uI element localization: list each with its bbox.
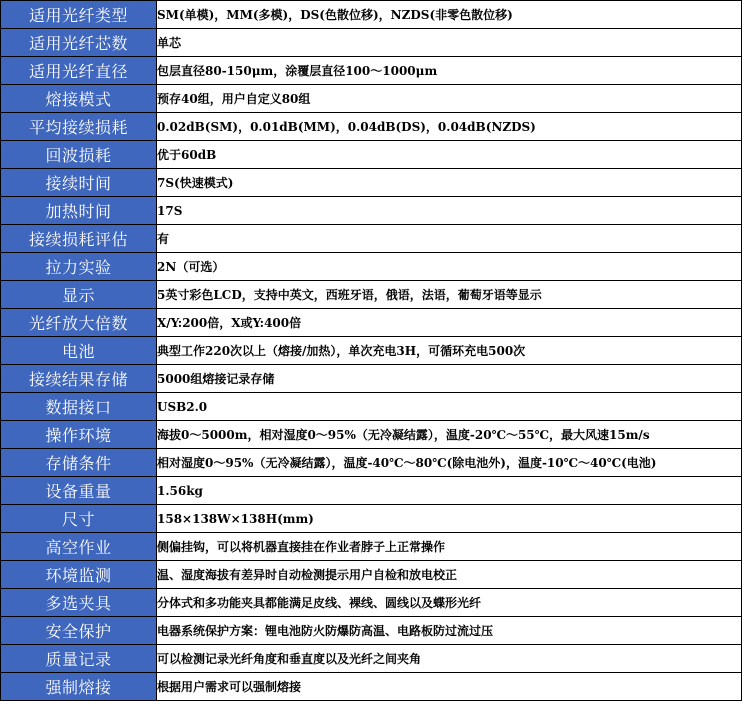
spec-value: 相对湿度0～95%（无冷凝结露），温度-40℃～80℃(除电池外)，温度-10℃～40℃(电池) — [157, 449, 742, 477]
spec-value: USB2.0 — [157, 393, 742, 421]
spec-table-body — [1, 1, 742, 701]
spec-row — [1, 561, 742, 589]
spec-row — [1, 673, 742, 701]
spec-row — [1, 365, 742, 393]
spec-label: 高空作业 — [1, 533, 157, 561]
spec-row — [1, 169, 742, 197]
spec-row — [1, 533, 742, 561]
spec-value: 分体式和多功能夹具都能满足皮线、裸线、圆线以及蝶形光纤 — [157, 589, 742, 617]
spec-row — [1, 477, 742, 505]
spec-label: 接续时间 — [1, 169, 157, 197]
spec-row — [1, 29, 742, 57]
spec-label: 多选夹具 — [1, 589, 157, 617]
spec-row — [1, 645, 742, 673]
spec-row — [1, 141, 742, 169]
spec-label: 适用光纤类型 — [1, 1, 157, 29]
spec-label: 加热时间 — [1, 197, 157, 225]
spec-value: 单芯 — [157, 29, 742, 57]
spec-label: 适用光纤芯数 — [1, 29, 157, 57]
spec-row — [1, 85, 742, 113]
spec-value: 1.56kg — [157, 477, 742, 505]
spec-label: 显示 — [1, 281, 157, 309]
spec-row — [1, 197, 742, 225]
spec-row — [1, 309, 742, 337]
spec-row — [1, 393, 742, 421]
spec-label: 接续损耗评估 — [1, 225, 157, 253]
spec-label: 熔接模式 — [1, 85, 157, 113]
spec-value: 电器系统保护方案：锂电池防火防爆防高温、电路板防过流过压 — [157, 617, 742, 645]
spec-row — [1, 281, 742, 309]
spec-value: 典型工作220次以上（熔接/加热），单次充电3H，可循环充电500次 — [157, 337, 742, 365]
spec-label: 尺寸 — [1, 505, 157, 533]
spec-label: 平均接续损耗 — [1, 113, 157, 141]
spec-row — [1, 57, 742, 85]
spec-row — [1, 617, 742, 645]
spec-value: 5英寸彩色LCD，支持中英文，西班牙语，俄语，法语，葡萄牙语等显示 — [157, 281, 742, 309]
spec-label: 拉力实验 — [1, 253, 157, 281]
spec-label: 回波损耗 — [1, 141, 157, 169]
spec-label: 环境监测 — [1, 561, 157, 589]
spec-value: 可以检测记录光纤角度和垂直度以及光纤之间夹角 — [157, 645, 742, 673]
spec-label: 适用光纤直径 — [1, 57, 157, 85]
spec-label: 设备重量 — [1, 477, 157, 505]
spec-label: 数据接口 — [1, 393, 157, 421]
spec-row — [1, 1, 742, 29]
spec-value: 7S(快速模式) — [157, 169, 742, 197]
spec-row — [1, 505, 742, 533]
spec-row — [1, 589, 742, 617]
spec-value: 0.02dB(SM)，0.01dB(MM)，0.04dB(DS)，0.04dB(NZDS) — [157, 113, 742, 141]
spec-row — [1, 113, 742, 141]
spec-value: 根据用户需求可以强制熔接 — [157, 673, 742, 701]
spec-label: 操作环境 — [1, 421, 157, 449]
spec-value: 优于60dB — [157, 141, 742, 169]
spec-value: 158×138W×138H(mm) — [157, 505, 742, 533]
spec-value: 海拔0～5000m，相对湿度0～95%（无冷凝结露），温度-20℃～55℃，最大风速15m/s — [157, 421, 742, 449]
spec-value: 侧偏挂钩，可以将机器直接挂在作业者脖子上正常操作 — [157, 533, 742, 561]
spec-label: 安全保护 — [1, 617, 157, 645]
spec-row — [1, 421, 742, 449]
spec-value: 有 — [157, 225, 742, 253]
spec-value: 温、湿度海拔有差异时自动检测提示用户自检和放电校正 — [157, 561, 742, 589]
spec-label: 光纤放大倍数 — [1, 309, 157, 337]
spec-value: 预存40组，用户自定义80组 — [157, 85, 742, 113]
spec-row — [1, 253, 742, 281]
spec-value: SM(单模)，MM(多模)，DS(色散位移)，NZDS(非零色散位移) — [157, 1, 742, 29]
spec-label: 强制熔接 — [1, 673, 157, 701]
spec-row — [1, 225, 742, 253]
spec-row — [1, 449, 742, 477]
spec-label: 接续结果存储 — [1, 365, 157, 393]
spec-value: 17S — [157, 197, 742, 225]
spec-row — [1, 337, 742, 365]
spec-value: 5000组熔接记录存储 — [157, 365, 742, 393]
spec-label: 电池 — [1, 337, 157, 365]
spec-label: 质量记录 — [1, 645, 157, 673]
spec-value: X/Y:200倍，X或Y:400倍 — [157, 309, 742, 337]
spec-value: 包层直径80-150μm，涂覆层直径100～1000μm — [157, 57, 742, 85]
spec-label: 存储条件 — [1, 449, 157, 477]
spec-value: 2N（可选） — [157, 253, 742, 281]
